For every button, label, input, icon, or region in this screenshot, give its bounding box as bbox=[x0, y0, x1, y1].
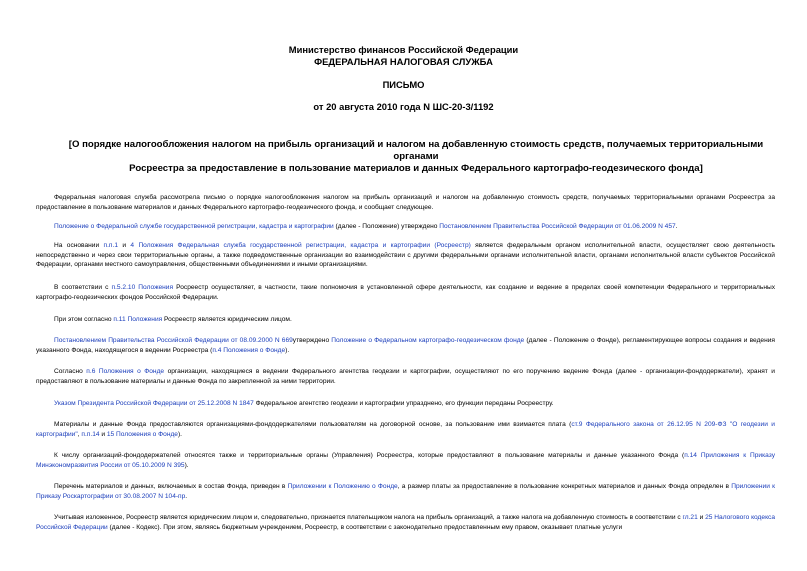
document-type: ПИСЬМО bbox=[382, 79, 425, 90]
link-order-104[interactable]: Приложении к Приказу Роскартографии от 30.08.2007 N 104-пр bbox=[36, 483, 775, 500]
paragraph-11-text-2: , а размер платы за предоставление в пользование конкретных материалов и данных Фонда определен в bbox=[397, 483, 732, 490]
paragraph-9-text-1: Материалы и данные Фонда предоставляются организациями-фондодержателями пользователям на договорной основе, за пользование ими взимается плата ( bbox=[54, 421, 572, 428]
link-p6-fund[interactable]: п.6 Положения о Фонде bbox=[86, 368, 165, 375]
paragraph-6 bbox=[36, 336, 775, 355]
paragraph-12-text-3: (далее - Кодекс). При этом, являясь бюджетным учреждением, Росреестр, в соответствии с законодательно предоставленным ему правом, оказывает платные услуги bbox=[107, 523, 623, 531]
paragraph-4-text-2: Росреестр осуществляет, в частности, такие полномочия в установленной сфере деятельности, как создание и ведение в пределах своей компетенции Федерального и территориальных картографо-геодезических фондов Российской Федерации. bbox=[36, 284, 776, 301]
paragraph-12 bbox=[36, 513, 775, 532]
paragraph-6-text-2: (далее - Положение о Фонде), регламентирующее вопросы создания и ведения указанного Фонда, находящегося в ведении Росреестра ( bbox=[36, 337, 775, 354]
paragraph-2-text-1: (далее - Положение) утверждено bbox=[333, 223, 440, 230]
paragraph-3-text-2: и bbox=[118, 242, 131, 249]
paragraph-6-text-1: утверждено bbox=[292, 337, 332, 344]
paragraph-9-text-2: , bbox=[77, 430, 82, 438]
paragraph-11-text-1: Перечень материалов и данных, включаемых в состав Фонда, приведен в bbox=[54, 483, 288, 490]
link-p15-fund[interactable]: 15 Положения о Фонде bbox=[106, 430, 178, 438]
ministry-name: Министерство финансов Российской Федерации bbox=[288, 44, 519, 55]
paragraph-9 bbox=[36, 420, 775, 439]
link-resolution-457[interactable]: Постановлением Правительства Российской Федерации от 01.06.2009 N 457 bbox=[439, 223, 676, 230]
paragraph-4-text-1: В соответствии с bbox=[54, 284, 112, 291]
paragraph-5 bbox=[36, 315, 775, 325]
link-fund-regulation[interactable]: Положение о Федеральном картографо-геодезическом фонде bbox=[331, 337, 525, 344]
paragraph-12-text-2: и bbox=[697, 514, 706, 521]
document-subject bbox=[58, 139, 774, 175]
paragraph-10 bbox=[36, 451, 775, 470]
paragraph-6-text-3: ). bbox=[285, 346, 290, 354]
paragraph-2 bbox=[36, 222, 775, 232]
link-p5-2-10[interactable]: п.5.2.10 Положения bbox=[111, 284, 174, 291]
paragraph-4 bbox=[36, 283, 775, 302]
paragraph-7-text-1: Согласно bbox=[54, 368, 87, 375]
agency-name: ФЕДЕРАЛЬНАЯ НАЛОГОВАЯ СЛУЖБА bbox=[314, 56, 493, 67]
link-decree-1847[interactable]: Указом Президента Российской Федерации от 25.12.2008 N 1847 bbox=[54, 400, 254, 407]
paragraph-5-text-2: Росреестр является юридическим лицом. bbox=[162, 316, 292, 323]
link-regulation[interactable]: Положение о Федеральной службе государственной регистрации, кадастра и картографии bbox=[54, 223, 334, 230]
link-ch21[interactable]: гл.21 bbox=[682, 514, 698, 521]
subject-line-1: [О порядке налогообложения налогом на прибыль организаций и налогом на добавленную стоимость средств, получаемых территориальными органами bbox=[68, 139, 764, 162]
paragraph-10-text-1: К числу организаций-фондодержателей относятся также и территориальные органы (Управления) Росреестра, которые предоставляют в пользование материалы и данные указанного Фонда ( bbox=[54, 452, 685, 459]
link-order-395[interactable]: п.14 Приложения к Приказу Минэкономразвития России от 05.10.2009 N 395 bbox=[36, 452, 775, 469]
link-fund-appendix[interactable]: Приложении к Положению о Фонде bbox=[287, 483, 398, 490]
paragraph-10-text-2: ). bbox=[184, 461, 189, 469]
paragraph-2-text-2: . bbox=[675, 223, 678, 230]
paragraph-8 bbox=[36, 399, 775, 409]
paragraph-7 bbox=[36, 367, 775, 386]
subject-line-2: Росреестра за предоставление в пользование материалов и данных Федерального картографо-геодезического фонда] bbox=[129, 163, 703, 174]
link-tax-code[interactable]: 25 Налогового кодекса Российской Федерации bbox=[36, 514, 775, 531]
paragraph-9-text-4: ). bbox=[177, 430, 183, 438]
paragraph-3 bbox=[36, 241, 775, 270]
paragraph-9-text-3: и bbox=[99, 430, 107, 438]
paragraph-12-text-1: Учитывая изложенное, Росреестр является юридическим лицом и, следовательно, признается плательщиком налога на прибыль организаций, а также налога на добавленную стоимость в соответствии с bbox=[54, 514, 683, 521]
document-date-number: от 20 августа 2010 года N ШС-20-3/1192 bbox=[313, 101, 494, 112]
paragraph-5-text-1: При этом согласно bbox=[54, 316, 114, 323]
paragraph-11 bbox=[36, 482, 775, 501]
link-p11[interactable]: п.11 Положения bbox=[113, 316, 163, 323]
paragraph-11-text-3: . bbox=[185, 492, 188, 500]
paragraph-3-text-3: является федеральным органом исполнительной власти, осуществляет свою деятельность непосредственно и через свои территориальные органы, а также подведомственные организации во взаимодействии с другими федеральными органами исполнительной власти, органами исполнительной власти субъектов Российской Федерации, органами местного самоуправления, общественными объединениями и иными организациями. bbox=[36, 242, 775, 269]
link-pp1[interactable]: п.п.1 bbox=[103, 242, 119, 249]
paragraph-8-text-1: Федеральное агентство геодезии и картографии упразднено, его функции переданы Росреестру. bbox=[253, 400, 554, 407]
paragraph-7-text-2: организации, находящиеся в ведении Федерального агентства геодезии и картографии, осуществляют по его поручению ведение Фонда (далее - организации-фондодержатели), хранят и предоставляют в пользование материалы и данные Фонда по закрепленной за ними территории. bbox=[36, 368, 775, 385]
link-law-209[interactable]: ст.9 Федерального закона от 26.12.95 N 209-ФЗ "О геодезии и картографии" bbox=[36, 421, 775, 438]
link-p4-regulation[interactable]: 4 Положения Федеральная служба государственной регистрации, кадастра и картографии (Росреестр) bbox=[130, 242, 471, 249]
link-p4-fund[interactable]: п.4 Положения о Фонде bbox=[212, 346, 286, 354]
link-resolution-669[interactable]: Постановлением Правительства Российской Федерации от 08.09.2000 N 669 bbox=[54, 337, 293, 344]
link-pp14[interactable]: п.п.14 bbox=[81, 430, 100, 438]
paragraph-1: Федеральная налоговая служба рассмотрела письмо о порядке налогообложения налогом на прибыль организаций и налогом на добавленную стоимость средств, получаемых территориальными органами Росреестра за предоставление в пользование материалов и данных Федерального картографо-геодезического фонда, и сообщает следующее. bbox=[36, 194, 775, 211]
paragraph-3-text-1: На основании bbox=[54, 242, 104, 249]
